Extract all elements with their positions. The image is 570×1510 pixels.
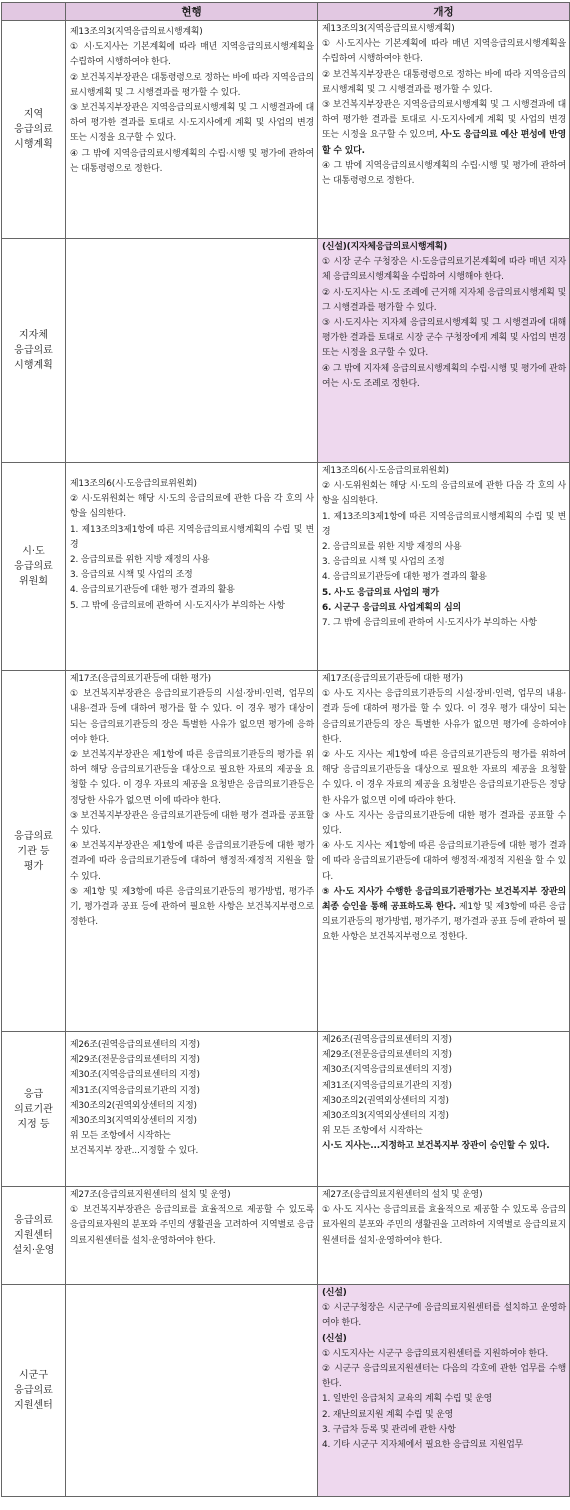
clause-text: ① 보건복지부장관은 응급의료를 효율적으로 제공할 수 있도록 응급의료자원의 분포와 주민의 생활권을 고려하여 지역별로 응급의료지원센터를 설치·운영하여야 한다. (70, 1205, 314, 1246)
clause-text: ③ 보건복지부장관은 지역응급의료시행계획 및 그 시행결과에 대하여 평가한 결과를 토대로 시·도지사에게 계획 및 사업의 변경 또는 시정을 요구할 수 있으며, (322, 100, 566, 141)
clause-text: 3. 응급의료 시책 및 사업의 조정 (70, 570, 193, 581)
comparison-table (1, 2, 570, 1497)
clause-text: 제13조의3(지역응급의료시행계획) (70, 27, 203, 37)
clause-text: ② 보건복지부장관은 대통령령으로 정하는 바에 따라 지역응급의료시행계획 및 그 시행결과를 평가할 수 있다. (322, 69, 566, 95)
clause-text: 제29조(전문응급의료센터의 지정) (322, 1050, 452, 1061)
clause-text: ① 사·도 지사는 응급의료를 효율적으로 제공할 수 있도록 응급의료자원의 분포와 주민의 생활권을 고려하여 지역별로 응급의료지원센터를 설치·운영하여야 한다. (322, 1205, 566, 1246)
revised-cell (318, 463, 570, 671)
category-header (2, 3, 66, 21)
clause-text: 2. 응급의료를 위한 지방 재정의 사용 (322, 542, 462, 553)
clause-text: 2. 재난의료지원 계획 수립 및 운영 (322, 1409, 454, 1420)
clause-text: 제27조(응급의료지원센터의 설치 및 운영) (322, 1190, 483, 1200)
clause-text: ① 시장 군수 구청장은 시·도응급의료기본계획에 따라 매년 지자체 응급의료시행계획을 수립하여 시행해야 한다. (322, 257, 566, 283)
revised-cell (318, 1187, 570, 1285)
revised-cell (318, 21, 570, 239)
clause-emphasis: ⑤ 사·도 지사가 수행한 응급의료기관평가는 보건복지부 장관의 최종 승인을 통해 공표하도록 한다. (322, 886, 566, 913)
row-category: 시군구 응급의료 지원센터 (2, 1285, 66, 1497)
row-category: 지자체 응급의료 시행계획 (2, 239, 66, 463)
current-cell (66, 1187, 318, 1285)
clause-text: 7. 그 밖에 응급의료에 관하여 시·도지사가 부의하는 사항 (322, 618, 537, 629)
table-header-row (2, 3, 570, 21)
clause-text: ② 시·도위원회는 해당 시·도의 응급의료에 관한 다음 각 호의 사항을 심의한다. (322, 481, 566, 507)
clause-text: ① 시도지사는 시군구 응급의료지원센터를 지원하여야 한다. (322, 1348, 548, 1359)
current-cell (66, 1032, 318, 1187)
clause-text: 제26조(권역응급의료센터의 지정) (70, 1040, 200, 1050)
row-category: 응급의료 기관 등 평가 (2, 671, 66, 1032)
clause-text: 1. 제13조의3제1항에 따른 지역응급의료시행계획의 수립 및 변경 (70, 524, 314, 550)
clause-text: ④ 사·도 지사는 제1항에 따른 응급의료기관등에 대한 평가 결과에 따라 응급의료기관등에 대하여 행정적·재정적 지원을 할 수 있다. (322, 841, 566, 882)
clause-text: 위 모든 조항에서 시작하는 (70, 1131, 171, 1142)
clause-text: 제30조(지역응급의료센터의 지정) (70, 1070, 200, 1081)
clause-text: ④ 그 밖에 지역응급의료시행계획의 수립·시행 및 평가에 관하여는 대통령령으로 정한다. (322, 160, 566, 187)
table-row (2, 1285, 570, 1497)
clause-text: ② 시군구 응급의료지원센터는 다음의 각호에 관한 업무를 수행한다. (322, 1364, 566, 1390)
clause-text: ② 보건복지부장관은 대통령령으로 정하는 바에 따라 지역응급의료시행계획 및 그 시행결과를 평가할 수 있다. (70, 72, 314, 98)
clause-text: 제31조(지역응급의료기관의 지정) (322, 1080, 452, 1091)
clause-text: ③ 보건복지부장관은 지역응급의료시행계획 및 그 시행결과에 대하여 평가한 결과를 토대로 시·도지사에게 계획 및 사업의 변경 또는 시정을 요구할 수 있다. (70, 103, 314, 144)
table-row (2, 21, 570, 239)
clause-text: ③ 사·도 지사는 응급의료기관등에 대한 평가 결과를 공표할 수 있다. (322, 810, 566, 837)
current-cell-empty (66, 239, 318, 463)
current-cell (66, 21, 318, 239)
clause-text: 5. 그 밖에 응급의료에 관하여 시·도지사가 부의하는 사항 (70, 600, 285, 611)
clause-text: 제13조의3(지역응급의료시행계획) (322, 24, 455, 34)
clause-text: 제30조의3(지역외상센터의 지정) (322, 1111, 449, 1122)
clause-emphasis: 사·도 응급의료 예산 편성에 반영할 수 있다. (322, 130, 567, 156)
revised-cell (318, 1032, 570, 1187)
clause-text: ① 보건복지부장관은 응급의료기관등의 시설·장비·인력, 업무의 내용·결과 등에 대하여 평가를 할 수 있다. 이 경우 평가 대상이 되는 응급의료기관등의 장은 특별한 사유가 없으면 평가에 응하여야 한다. (70, 689, 314, 745)
row-category: 응급 의료기관 지정 등 (2, 1032, 66, 1187)
clause-emphasis: 시·도 지사는...지정하고 보건복지부 장관이 승인할 수 있다. (322, 1141, 550, 1152)
clause-text: 3. 구급차 등록 및 관리에 관한 사항 (322, 1424, 456, 1435)
revised-cell (318, 671, 570, 1032)
clause-text: ② 시·도위원회는 해당 시·도의 응급의료에 관한 다음 각 호의 사항을 심의한다. (70, 494, 314, 520)
clause-text: ② 시·도지사는 시·도 조례에 근거해 지자체 응급의료시행계획 및 그 시행결과를 평가할 수 있다. (322, 287, 566, 313)
clause-text: ① 시·도지사는 기본계획에 따라 매년 지역응급의료시행계획을 수립하여 시행하여야 한다. (322, 39, 566, 65)
clause-text: ① 시군구청장은 시군구에 응급의료지원센터를 설치하고 운영하여야 한다. (322, 1303, 566, 1329)
clause-emphasis: 5. 사·도 응급의료 사업의 평가 (322, 587, 439, 598)
clause-text: 제26조(권역응급의료센터의 지정) (322, 1035, 452, 1045)
new-clause-title: (신설) (322, 1288, 347, 1298)
clause-text: ① 사·도 지사는 응급의료기관등의 시설·장비·인력, 업무의 내용·결과 등에 대하여 평가를 할 수 있다. 이 경우 평가 대상이 되는 응급의료기관등의 장은 특별한 사유가 없으면 평가에 응하여야 한다. (322, 689, 566, 745)
row-category: 시·도 응급의료 위원회 (2, 463, 66, 671)
clause-text: ① 시·도지사는 기본계획에 따라 매년 지역응급의료시행계획을 수립하여 시행하여야 한다. (70, 42, 314, 68)
clause-text: 4. 응급의료기관등에 대한 평가 결과의 활용 (70, 585, 235, 596)
clause-text: 4. 기타 시군구 지자체에서 필요한 응급의료 지원업무 (322, 1440, 524, 1451)
new-clause-title: (신설) (322, 1333, 347, 1344)
clause-text: ④ 보건복지부장관은 제1항에 따른 응급의료기관등에 대한 평가 결과에 따라 응급의료기관등에 대하여 행정적·재정적 지원을 할 수 있다. (70, 841, 314, 882)
current-cell-empty (66, 1285, 318, 1497)
clause-text: 제13조의6(시·도응급의료위원회) (322, 466, 449, 476)
clause-text: 위 모든 조항에서 시작하는 (322, 1126, 423, 1137)
current-cell (66, 671, 318, 1032)
table-row (2, 1187, 570, 1285)
row-category: 지역 응급의료 시행계획 (2, 21, 66, 239)
table-row (2, 239, 570, 463)
clause-text: 제13조의6(시·도응급의료위원회) (70, 479, 197, 489)
clause-text: 제29조(전문응급의료센터의 지정) (70, 1055, 200, 1066)
table-row (2, 463, 570, 671)
clause-text: 1. 일반인 응급처치 교육의 계획 수립 및 운영 (322, 1394, 493, 1405)
clause-text: ③ 보건복지부장관은 응급의료기관등에 대한 평가 결과를 공표할 수 있다. (70, 810, 314, 837)
clause-text: 보건복지부 장관...지정할 수 있다. (70, 1146, 199, 1157)
current-cell (66, 463, 318, 671)
clause-text: 제17조(응급의료기관등에 대한 평가) (70, 674, 211, 684)
table-row (2, 671, 570, 1032)
clause-text: ② 보건복지부장관은 제1항에 따른 응급의료기관등의 평가를 위하여 해당 응급의료기관등을 대상으로 필요한 자료의 제공을 요청할 수 있다. 이 경우 자료의 제공을 요청받은 응급의료기관등은 정당한 사유가 없으면 이에 따라야 한다. (70, 750, 314, 806)
revised-cell-new (318, 239, 570, 463)
table-row (2, 1032, 570, 1187)
current-header: 현행 (66, 3, 318, 21)
clause-emphasis: 6. 시군구 응급의료 사업계획의 심의 (322, 602, 461, 613)
clause-text: 제27조(응급의료지원센터의 설치 및 운영) (70, 1190, 231, 1200)
clause-text: ③ 시·도지사는 지자체 응급의료시행계획 및 그 시행결과에 대해 평가한 결과를 토대로 시장 군수 구청장에게 계획 및 사업의 변경 또는 시정을 요구할 수 있다. (322, 318, 566, 359)
clause-text: 제30조의2(권역외상센터의 지정) (322, 1095, 449, 1106)
clause-text: 제30조의3(지역외상센터의 지정) (70, 1116, 197, 1127)
clause-text: ② 사·도 지사는 제1항에 따른 응급의료기관등의 평가를 위하여 해당 응급의료기관등을 대상으로 필요한 자료의 제공을 요청할 수 있다. 이 경우 자료의 제공을 요청받은 응급의료기관등은 정당한 사유가 없으면 이에 따라야 한다. (322, 750, 566, 806)
clause-text: 4. 응급의료기관등에 대한 평가 결과의 활용 (322, 572, 487, 583)
revised-cell-new (318, 1285, 570, 1497)
clause-text: 3. 응급의료 시책 및 사업의 조정 (322, 557, 445, 568)
clause-text: ④ 그 밖에 지자체 응급의료시행계획의 수립·시행 및 평가에 관하여는 시·도 조례로 정한다. (322, 363, 566, 389)
clause-text: 제17조(응급의료기관등에 대한 평가) (322, 674, 463, 684)
clause-text: ⑤ 제1항 및 제3항에 따른 응급의료기관등의 평가방법, 평가주기, 평가결과 공표 등에 관하여 필요한 사항은 보건복지부령으로 정한다. (70, 886, 314, 928)
clause-text: 1. 제13조의3제1항에 따른 지역응급의료시행계획의 수립 및 변경 (322, 511, 566, 537)
revised-header: 개정 (318, 3, 570, 21)
clause-text: 제1항 및 제3항에 따른 응급의료기관등의 평가방법, 평가주기, 평가결과 공표 등에 관하여 필요한 사항은 보건복지부령으로 정한다. (322, 902, 567, 943)
clause-text: ④ 그 밖에 지역응급의료시행계획의 수립·시행 및 평가에 관하여는 대통령령으로 정한다. (70, 148, 314, 174)
clause-text: 제31조(지역응급의료기관의 지정) (70, 1085, 200, 1096)
clause-text: 제30조(지역응급의료센터의 지정) (322, 1065, 452, 1076)
clause-text: 제30조의2(권역외상센터의 지정) (70, 1100, 197, 1111)
row-category: 응급의료 지원센터 설치·운영 (2, 1187, 66, 1285)
new-clause-title: (신설)(지자체응급의료시행계획) (322, 242, 448, 252)
clause-text: 2. 응급의료를 위한 지방 재정의 사용 (70, 555, 210, 566)
